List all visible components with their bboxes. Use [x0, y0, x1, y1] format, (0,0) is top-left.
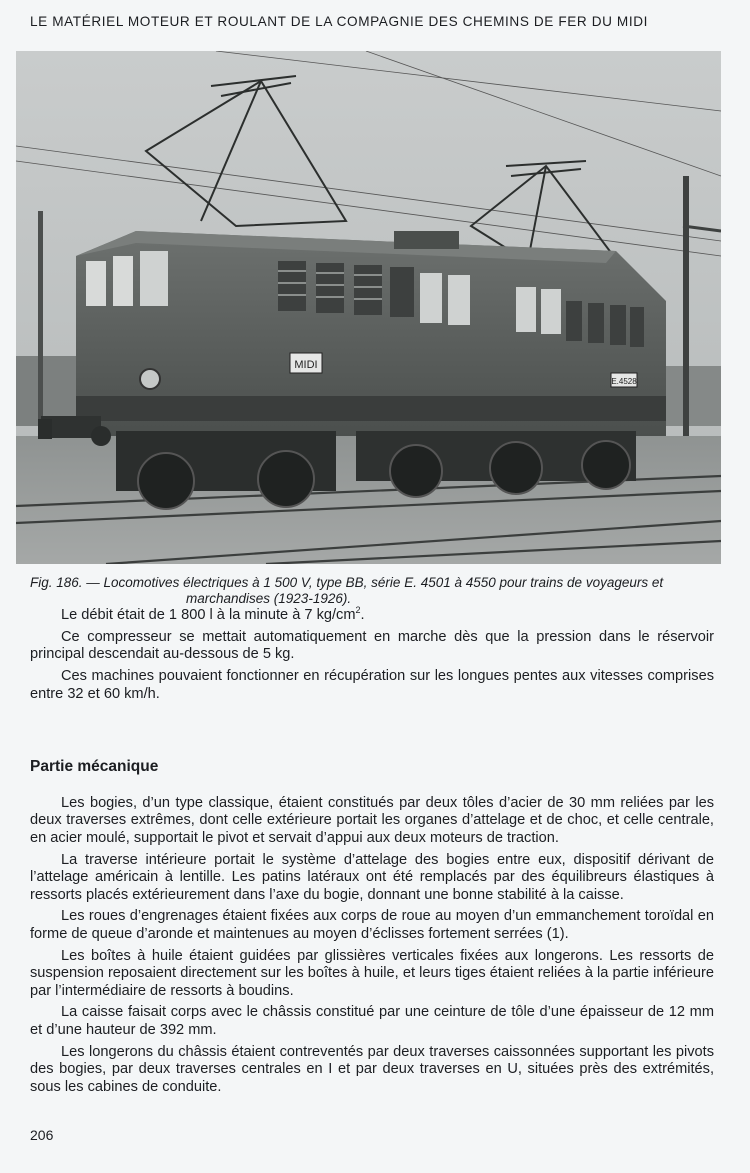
flow-rate-text: Le débit était de 1 800 l à la minute à 7 kg/cm [61, 607, 356, 623]
section-paragraph-2: La traverse intérieure portait le système d’attelage des bogies entre eux, dispositif dérivant de l’attelage américain à lentille. Les patins latéraux ont été remplacés par des équilibreurs élastiques à ressorts placés extérieurement dans l’axe du bogie, donnant une bonne stabilité à la caisse. [30, 851, 714, 903]
caption-line-1: Fig. 186. — Locomotives électriques à 1 500 V, type BB, série E. 4501 à 4550 pour trains de voyageurs et [30, 575, 664, 590]
section-paragraph-3: Les roues d’engrenages étaient fixées aux corps de roue au moyen d’un emmanchement toroïdal en forme de queue d’aronde et maintenues au moyen d’éclisses fortement serrées (1). [30, 908, 714, 942]
intro-text [30, 607, 714, 708]
intro-paragraph-2: Ce compresseur se mettait automatiquement en marche dès que la pression dans le réservoir principal descendait au-dessous de 5 kg. [30, 628, 714, 663]
running-head: LE MATÉRIEL MOTEUR ET ROULANT DE LA COMPAGNIE DES CHEMINS DE FER DU MIDI [30, 14, 648, 29]
superscript: 2 [355, 605, 361, 616]
section-paragraph-4: Les boîtes à huile étaient guidées par glissières verticales fixées aux longerons. Les ressorts de suspension reposaient directement sur les boîtes à huile, et leurs tiges étaient reliées à la partie inférieure par l’intermédiaire de ressorts à boudins. [30, 947, 714, 999]
section-paragraph-6: Les longerons du châssis étaient contreventés par deux traverses caissonnées supportant les pivots des bogies, par deux traverses centrales en I et par deux traverses en U, situées près des extrémités, sous les cabines de conduite. [30, 1043, 714, 1095]
intro-paragraph-3: Ces machines pouvaient fonctionner en récupération sur les longues pentes aux vitesses comprises entre 32 et 60 km/h. [30, 668, 714, 702]
figure-caption [30, 575, 720, 607]
section-heading: Partie mécanique [30, 758, 159, 775]
loco-number: E.4528 [611, 377, 637, 386]
period: . [360, 607, 365, 623]
locomotive-photo [16, 51, 721, 564]
page-number: 206 [30, 1127, 54, 1143]
section-text [30, 795, 714, 1101]
section-paragraph-1: Les bogies, d’un type classique, étaient constitués par deux tôles d’acier de 30 mm reliées par les deux traverses extrêmes, dont celle extérieure portait les organes d’attelage et de choc, et celle centrale, en acier moulé, supportait le pivot et servait d’appui aux deux moteurs de traction. [30, 795, 714, 846]
caption-line-2: marchandises (1923-1926). [186, 591, 352, 606]
intro-paragraph-1 [30, 607, 714, 624]
loco-plate: MIDI [294, 359, 318, 371]
section-paragraph-5: La caisse faisait corps avec le châssis constitué par une ceinture de tôle d’une épaisseur de 12 mm et d’une hauteur de 392 mm. [30, 1004, 714, 1038]
